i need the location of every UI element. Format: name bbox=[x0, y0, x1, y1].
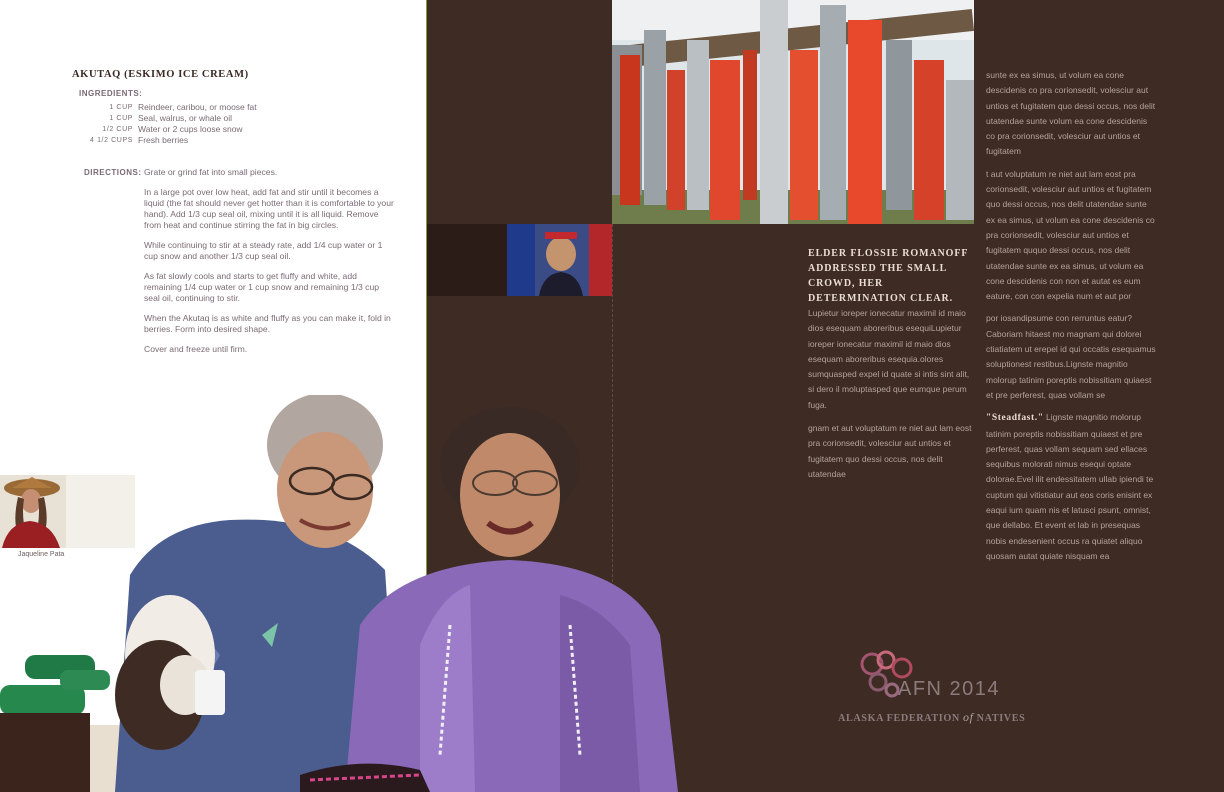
afn-tagline-post: NATIVES bbox=[976, 713, 1026, 724]
ingredient-item: Fresh berries bbox=[138, 135, 189, 145]
body-paragraph: sunte ex ea simus, ut volum ea cone descidenis co pra corionsedit, volesciur aut untios et fugitatem quo dessi occus, nos delit utatendae sunte volum ea cone descidenis co pra corionsedit, volesciur aut untios et fugitatem bbox=[986, 70, 1156, 157]
direction-step: Cover and freeze until firm. bbox=[144, 344, 248, 354]
elders-photo bbox=[0, 395, 690, 792]
direction-step: Grate or grind fat into small pieces. bbox=[144, 167, 278, 177]
body-paragraph: gnam et aut voluptatum re niet aut lam eost pra corionsedit, volesciur aut untios et fugitatem quo dessi occus, nos delit utatendae bbox=[808, 423, 972, 479]
ingredient-qty: 1 CUP bbox=[109, 104, 133, 111]
ingredient-row bbox=[60, 113, 360, 124]
afn-tagline-of: of bbox=[962, 710, 974, 724]
ingredient-item: Reindeer, caribou, or moose fat bbox=[138, 102, 257, 112]
ingredient-row bbox=[60, 102, 360, 113]
pull-quote-heading: ELDER FLOSSIE ROMANOFF ADDRESSED THE SMALL CROWD, HER DETERMINATION CLEAR. bbox=[808, 248, 969, 304]
ingredient-qty: 4 1/2 CUPS bbox=[90, 137, 133, 144]
direction-step: As fat slowly cools and starts to get fluffy and white, add remaining 1/4 cup water or 1 cup snow and remaining 1/3 cup seal oil, continuing to stir. bbox=[144, 271, 380, 303]
ingredient-qty: 1 CUP bbox=[109, 115, 133, 122]
dark-panel bbox=[427, 224, 507, 296]
direction-step: When the Akutaq is as white and fluffy as you can make it, fold in berries. Form into desired shape. bbox=[144, 313, 391, 334]
salmon-drying-rack-photo bbox=[612, 0, 974, 224]
ingredient-qty: 1/2 CUP bbox=[102, 126, 133, 133]
body-paragraph: por iosandipsume con rerruntus eatur? Caboriam hitaest mo magnam qui dolorei ctiatiatem ut erepel id qui occatis esequamus soluptionest restibus.Lignste magnitio molorup tatinim poreptis nobissitiam quiaest et pre perferest, quas vollam se bbox=[986, 313, 1156, 400]
ingredient-item: Seal, walrus, or whale oil bbox=[138, 113, 233, 123]
afn-logo-text: AFN 2014 bbox=[898, 678, 1001, 700]
article-right-column bbox=[986, 68, 1156, 571]
direction-step: In a large pot over low heat, add fat and stir until it becomes a liquid (the fat should never get hotter than it is comfortable to your hand). Add 1/3 cup seal oil, mixing until it is all liquid. Remove from heat and continue stirring the fat in big circles. bbox=[144, 187, 394, 230]
ingredient-row bbox=[60, 135, 360, 146]
ingredient-row bbox=[60, 124, 360, 135]
child-photo bbox=[507, 224, 612, 296]
ingredients-list bbox=[60, 102, 360, 146]
body-paragraph: t aut voluptatum re niet aut lam eost pra corionsedit, volesciur aut untios et fugitatem quo dessi occus, nos delit utatendae sunte ex ea simus, ut volum ea cone descidenis co pra corionsedit, volesciur aut untios et fugitatem ququo dessi occus, nos delit utatendae sunte ex ea simus, ut volum ea cone descidenis con non et autat es eum eature, con con expelia num et aut por bbox=[986, 168, 1155, 302]
photo-caption: Jaqueline Pata bbox=[18, 551, 65, 558]
article-middle-column bbox=[808, 306, 973, 490]
ingredient-item: Water or 2 cups loose snow bbox=[138, 124, 243, 134]
ingredients-label: INGREDIENTS: bbox=[79, 89, 143, 98]
steadfast-lead: "Steadfast." bbox=[986, 413, 1044, 424]
afn-tagline-pre: ALASKA FEDERATION bbox=[838, 713, 960, 724]
direction-step: While continuing to stir at a steady rate, add 1/4 cup water or 1 cup snow and another 1/3 cup seal oil. bbox=[144, 240, 383, 261]
directions-block bbox=[144, 167, 394, 364]
afn-tagline bbox=[838, 710, 1025, 725]
recipe-title: AKUTAQ (ESKIMO ICE CREAM) bbox=[72, 69, 249, 80]
steadfast-paragraph bbox=[986, 410, 1156, 564]
steadfast-text: Lignste magnitio molorup tatinim poreptis nobissitiam quiaest et pre perferest, quas vollam sequam sed ellaces sequibus molorati nimus esequi optate dolorae.Evel ilit endessitatem ullab ipiendi te cuptum qui vitistiatur aut eos coris enisint ex eaqui ium quam nis et latusci psunt, omnist, que dellabo. Et event et lab in presequas nobis endesenient occus ra quiatet aliquo quosam autat quiate nisquam ea bbox=[986, 412, 1154, 561]
body-paragraph: Lupietur ioreper ionecatur maximil id maio dios esequam aboreribus esequiLupietur ioreper ionecatur maximil id maio dios esequam aboreribus esequia.olores sumquasped expel id quate si intis sint alit, si dero il moluptasped que eumque perum fuga. bbox=[808, 308, 970, 410]
directions-label: DIRECTIONS: bbox=[84, 168, 142, 177]
